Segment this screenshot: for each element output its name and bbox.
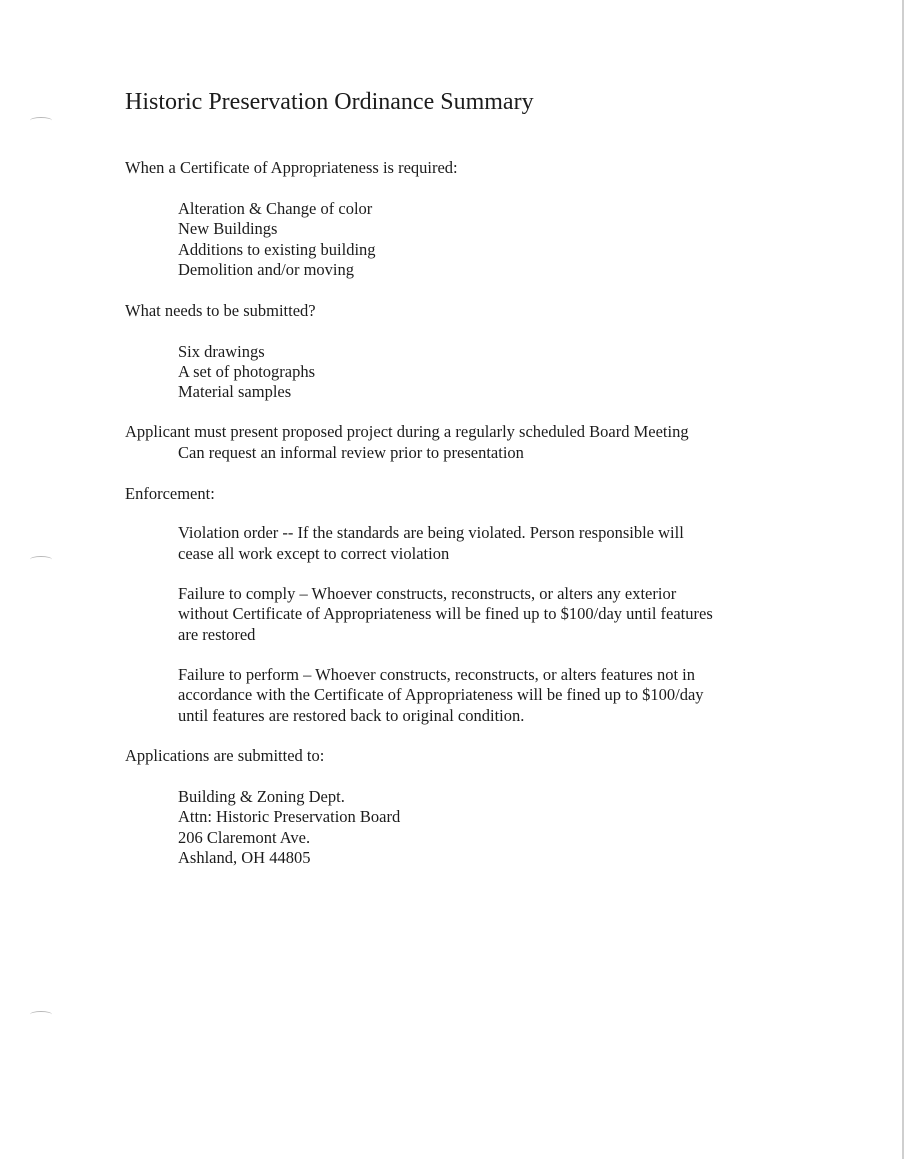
informal-review-line: Can request an informal review prior to presentation xyxy=(178,443,524,462)
punch-hole-mark-middle xyxy=(30,556,52,563)
submit-item: Six drawings xyxy=(178,342,265,361)
failure-to-comply-line: without Certificate of Appropriateness will be fined up to $100/day until features xyxy=(178,604,713,623)
applicant-line: Applicant must present proposed project during a regularly scheduled Board Meeting xyxy=(125,422,689,441)
failure-to-comply-line: Failure to comply – Whoever constructs, reconstructs, or alters any exterior xyxy=(178,584,677,603)
punch-hole-mark-bottom xyxy=(30,1011,52,1018)
punch-hole-mark-top xyxy=(30,117,52,124)
violation-order-line: Violation order -- If the standards are being violated. Person responsible will xyxy=(178,523,684,542)
failure-to-perform-line: accordance with the Certificate of Appropriateness will be fined up to $100/day xyxy=(178,685,704,704)
failure-to-perform-line: Failure to perform – Whoever constructs, reconstructs, or alters features not in xyxy=(178,665,695,684)
coa-heading: When a Certificate of Appropriateness is required: xyxy=(125,158,458,177)
failure-to-comply-line: are restored xyxy=(178,625,256,644)
failure-to-perform-line: until features are restored back to original condition. xyxy=(178,706,525,725)
submit-item: A set of photographs xyxy=(178,362,316,381)
address-line: Building & Zoning Dept. xyxy=(178,787,345,806)
applications-heading: Applications are submitted to: xyxy=(125,746,325,765)
address-line: Ashland, OH 44805 xyxy=(178,848,311,867)
submit-heading: What needs to be submitted? xyxy=(125,301,316,320)
address-line: Attn: Historic Preservation Board xyxy=(178,807,401,826)
coa-item: Demolition and/or moving xyxy=(178,260,354,279)
submit-item: Material samples xyxy=(178,382,292,401)
document-title: Historic Preservation Ordinance Summary xyxy=(125,89,534,115)
coa-item: Alteration & Change of color xyxy=(178,199,373,218)
coa-item: Additions to existing building xyxy=(178,240,376,259)
coa-item: New Buildings xyxy=(178,219,278,238)
enforcement-heading: Enforcement: xyxy=(125,484,215,503)
violation-order-line: cease all work except to correct violation xyxy=(178,544,450,563)
address-line: 206 Claremont Ave. xyxy=(178,828,311,847)
